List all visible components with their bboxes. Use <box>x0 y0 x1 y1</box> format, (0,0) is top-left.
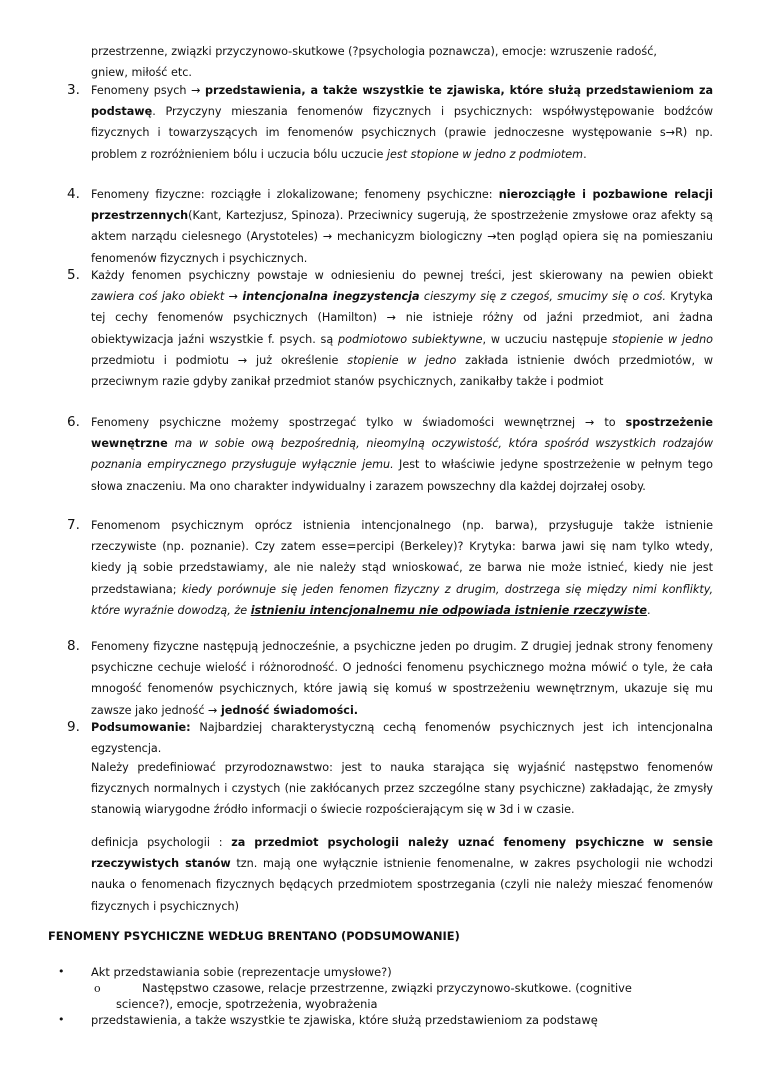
paragraph-continuation: przestrzenne, związki przyczynowo-skutkowe (?psychologia poznawcza), emocje: wzruszenie radość, gniew, miłość etc. <box>91 45 657 80</box>
paragraph-natural-science: Należy predefiniować przyrodoznawstwo: jest to nauka starająca się wyjaśnić następstwo fenomenów fizycznych normalnych i czystych (nie zakłócanych przez szczególne stany psychiczne) zakładając, że zmysły stanowią wiarygodne źródło informacji o świecie rozpościerającym się w 3d i w czasie. <box>91 761 713 817</box>
list-item-6: Fenomeny psychiczne możemy spostrzegać tylko w świadomości wewnętrznej → to spostrzeżenie wewnętrzne ma w sobie ową bezpośrednią, nieomylną oczywistość, która spośród wszystkich rodzajów poznania empirycznego przysługuje wyłącznie jemu. Jest to właściwie jedyne spostrzeżenie w pełnym tego słowa znaczeniu. Ma ono charakter indywidualny i zarazem powszechny dla każdej dojrzałej osoby. <box>91 416 713 493</box>
sub-bullet-icon: o <box>94 982 101 995</box>
bullet-item: przedstawienia, a także wszystkie te zjawiska, które służą przedstawieniom za podstawę <box>91 1013 598 1027</box>
paragraph-psychology-definition: definicja psychologii : za przedmiot psychologii należy uznać fenomeny psychiczne w sensie rzeczywistych stanów tzn. mają one wyłącznie istnienie fenomenalne, w zakres psychologii nie wchodzi nauka o fenomenach fizycznych będących przedmiotem spostrzegania (czyli nie należy mieszać fenomenów fizycznych i psychicznych) <box>91 836 714 913</box>
list-item-8: Fenomeny fizyczne następują jednocześnie, a psychiczne jeden po drugim. Z drugiej jednak strony fenomeny psychiczne cechuje wielość i różnorodność. O jedności fenomenu psychicznego można mówić o tyle, że cała mnogość fenomenów psychicznych, które jawią się komuś w spostrzeżeniu wewnętrznym, ukazuje się mu zawsze jako jedność → jedność świadomości. <box>91 640 713 717</box>
sub-bullet-item: Następstwo czasowe, relacje przestrzenne, związki przyczynowo-skutkowe. (cognitive science?), emocje, spotrzeżenia, wyobrażenia <box>116 981 632 1011</box>
bullet-icon: • <box>58 1013 65 1026</box>
list-number: 8. <box>67 638 80 654</box>
list-item-9: Podsumowanie: Najbardziej charakterystyczną cechą fenomenów psychicznych jest ich intencjonalna egzystencja. <box>91 721 713 756</box>
list-item-3: Fenomeny psych → przedstawienia, a także wszystkie te zjawiska, które służą przedstawieniom za podstawę. Przyczyny mieszania fenomenów fizycznych i psychicznych: współwystępowanie bodźców fizycznych i towarzyszących im fenomenów psychicznych (prawie jednoczesne występowanie s→R) np. problem z rozróżnieniem bólu i uczucia bólu uczucie jest stopione w jedno z podmiotem. <box>91 84 713 161</box>
section-heading: FENOMENY PSYCHICZNE WEDŁUG BRENTANO (PODSUMOWANIE) <box>48 929 460 943</box>
list-number: 7. <box>67 517 80 533</box>
list-number: 9. <box>67 719 80 735</box>
list-number: 5. <box>67 267 80 283</box>
list-number: 4. <box>67 186 80 202</box>
bullet-item: Akt przedstawiania sobie (reprezentacje umysłowe?) <box>91 965 392 979</box>
list-number: 3. <box>67 82 80 98</box>
list-item-4: Fenomeny fizyczne: rozciągłe i zlokalizowane; fenomeny psychiczne: nierozciągłe i pozbawione relacji przestrzennych(Kant, Kartezjusz, Spinoza). Przeciwnicy sugerują, że spostrzeżenie zmysłowe oraz afekty są aktem narządu cielesnego (Arystoteles) → mechanicyzm biologiczny →ten pogląd opiera się na pomieszaniu fenomenów fizycznych i psychicznych. <box>91 188 713 265</box>
list-item-7: Fenomenom psychicznym oprócz istnienia intencjonalnego (np. barwa), przysługuje także istnienie rzeczywiste (np. poznanie). Czy zatem esse=percipi (Berkeley)? Krytyka: barwa jawi się nam tylko wtedy, kiedy ją sobie przedstawiamy, ale nie należy stąd wnioskować, ze barwa nie może istnieć, kiedy nie jest przedstawiana; kiedy porównuje się jeden fenomen fizyczny z drugim, dostrzega się między nimi konflikty, które wyraźnie dowodzą, że istnieniu intencjonalnemu nie odpowiada istnienie rzeczywiste. <box>91 519 714 617</box>
list-number: 6. <box>67 414 80 430</box>
bullet-icon: • <box>58 965 65 978</box>
list-item-5: Każdy fenomen psychiczny powstaje w odniesieniu do pewnej treści, jest skierowany na pewien obiekt zawiera coś jako obiekt → intencjonalna inegzystencja cieszymy się z czegoś, smucimy się o coś. Krytyka tej cechy fenomenów psychicznych (Hamilton) → nie istnieje różny od jaźni przedmiot, ani żadna obiektywizacja jaźni wszystkie f. psych. są podmiotowo subiektywne, w uczuciu następuje stopienie w jedno przedmiotu i podmiotu → już określenie stopienie w jedno zakłada istnienie dwóch przedmiotów, w przeciwnym razie gdyby zanikał przedmiot stanów psychicznych, zanikałby także i podmiot <box>91 269 713 389</box>
